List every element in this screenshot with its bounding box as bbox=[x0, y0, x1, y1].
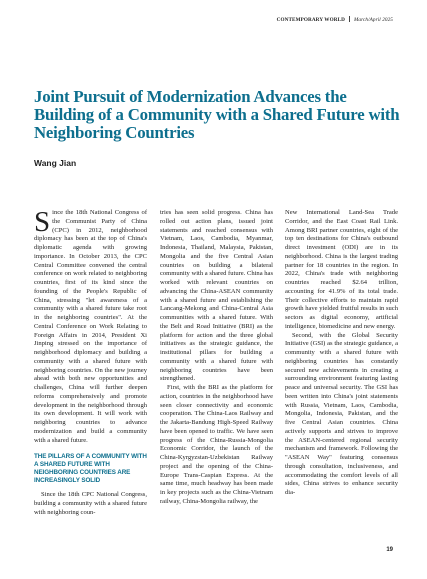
text-column-1 bbox=[34, 206, 147, 518]
article-author: Wang Jian bbox=[34, 158, 77, 168]
paragraph: New International Land-Sea Trade Corridor, and the East Coast Rail Link. Among BRI partner countries, eight of the top ten destinations for China's outbound direct investment (ODI) are in its neighborhood. China is the largest trading partner for 18 countries in the region. In 2022, China's trade with neighboring countries reached $2.64 trillion, accounting for 41.9% of its total trade. Their collective efforts to maintain rapid growth have yielded fruitful results in such sectors as digital economy, artificial intelligence, biomedicine and new energy. bbox=[285, 209, 398, 330]
article-title: Joint Pursuit of Modernization Advances the Building of a Community with a Shared Future with Neighboring Countries bbox=[34, 87, 400, 142]
drop-cap: S bbox=[34, 206, 51, 238]
paragraph-text: ince the 18th National Congress of the Communist Party of China (CPC) in 2012, neighborhood diplomacy has been at the top of China's diplomatic agenda with growing importance. In October 2013, the CPC Central Committee convened the central conference on work related to neighboring countries, first of its kind since the founding of the People's Republic of China, stressing "let awareness of a community with a shared future take root in the neighboring countries". At the Central Conference on Work Relating to Foreign Affairs in 2014, President Xi Jinping stressed on the importance of neighborhood diplomacy and building a community with a shared future with neighboring countries. On the new journey ahead with both new opportunities and challenges, China will further deepen reforms comprehensively and promote development in the neighborhood through its own development. It will work with neighboring countries to advance modernization and build a community with a shared future. bbox=[34, 209, 147, 444]
text-column-2 bbox=[160, 209, 273, 507]
page-number: 19 bbox=[386, 547, 393, 553]
paragraph: Second, with the Global Security Initiative (GSI) as the strategic guidance, a community with a shared future with neighboring countries has constantly secured new achievements in creating a surrounding environment featuring lasting peace and universal security. The GSI has been written into China's joint statements with Russia, Vietnam, Laos, Cambodia, Mongolia, Indonesia, Pakistan, and the five Central Asian countries. China actively supports and strives to improve the ASEAN-centered regional security mechanism and framework. Following the "ASEAN Way" featuring consensus through consultation, inclusiveness, and accommodating the comfort levels of all sides, China strives to enhance security dia- bbox=[285, 331, 398, 496]
header-divider bbox=[349, 16, 350, 22]
paragraph: First, with the BRI as the platform for action, countries in the neighborhood have seen closer connectivity and economic cooperation. The China-Laos Railway and the Jakarta-Bandung High-Speed Railway have been opened to traffic. We have seen progress of the China-Russia-Mongolia Economic Corridor, the launch of the China-Kyrgyzstan-Uzbekistan Railway project and the opening of the China-Europe Trans-Caspian Express. At the same time, much headway has been made in key projects such as the China-Vietnam railway, China-Mongolia railway, the bbox=[160, 384, 273, 505]
publication-name: CONTEMPORARY WORLD bbox=[276, 17, 345, 23]
section-subheading: THE PILLARS OF A COMMUNITY WITH A SHARED FUTURE WITH NEIGHBORING COUNTRIES ARE INCREASINGLY SOLID bbox=[34, 453, 147, 485]
paragraph: Since the 18th CPC National Congress, building a community with a shared future with neighboring coun- bbox=[34, 491, 147, 516]
paragraph bbox=[34, 206, 147, 445]
running-header bbox=[277, 16, 393, 23]
text-column-3 bbox=[285, 209, 398, 498]
issue-date: March/April 2025 bbox=[353, 17, 393, 23]
paragraph: tries has seen solid progress. China has rolled out action plans, issued joint statements and reached consensus with Vietnam, Laos, Cambodia, Myanmar, Indonesia, Thailand, Malaysia, Pakistan, Mongolia and the five Central Asian countries on building a bilateral community with a shared future. China has worked with relevant countries on advancing the China-ASEAN community with a shared future and establishing the Lancang-Mekong and China-Central Asia communities with a shared future. With the Belt and Road Initiative (BRI) as the platform for action and the three global initiatives as the strategic guidance, the institutional pillars for building a community with a shared future with neighboring countries have been strengthened. bbox=[160, 209, 273, 383]
